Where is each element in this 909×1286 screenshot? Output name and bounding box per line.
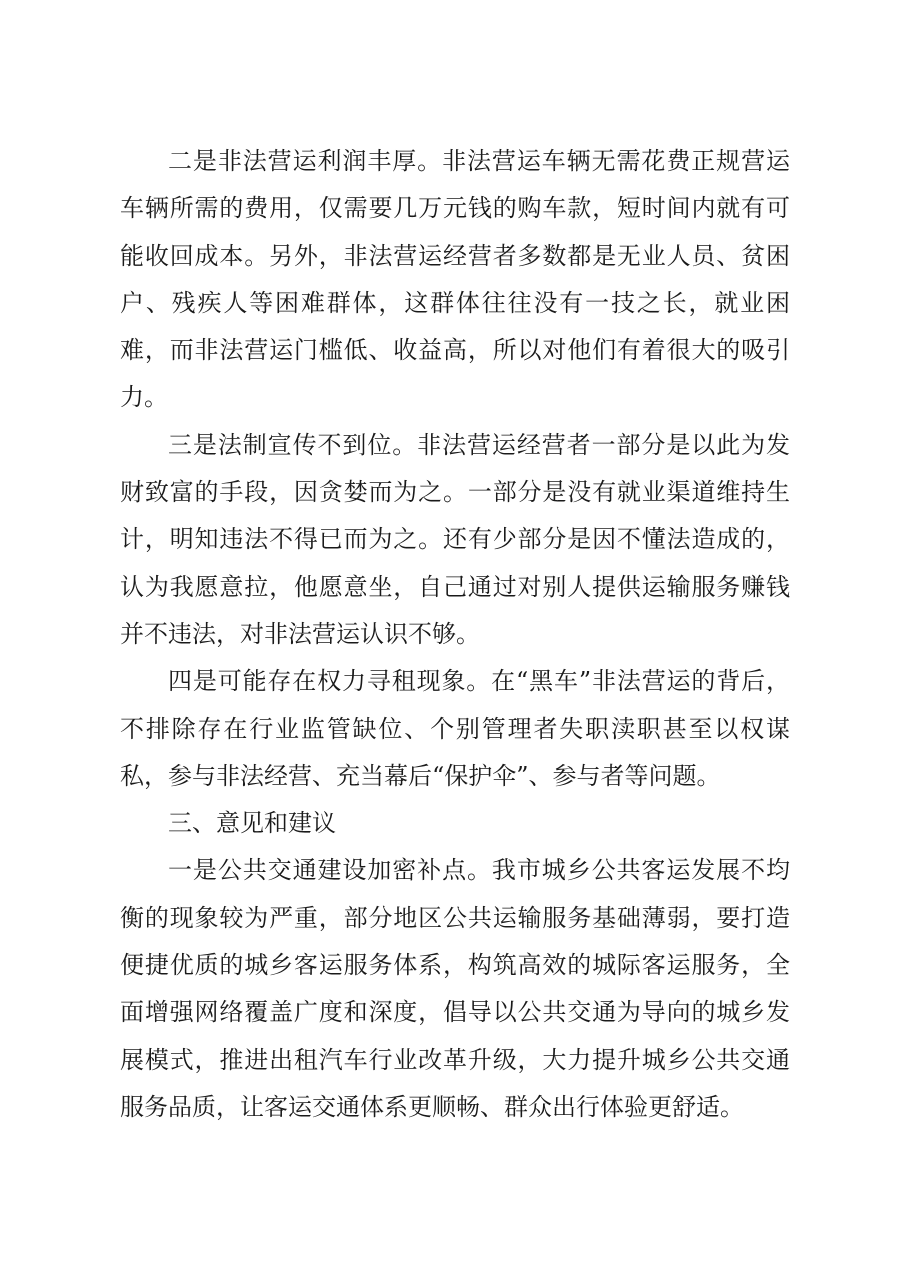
paragraph-power-rent-seeking: 四是可能存在权力寻租现象。在“黑车”非法营运的背后，不排除存在行业监管缺位、个别管理者失职渎职甚至以权谋私，参与非法经营、充当幕后“保护伞”、参与者等问题。 xyxy=(120,667,790,790)
paragraph-public-transport: 一是公共交通建设加密补点。我市城乡公共客运发展不均衡的现象较为严重，部分地区公共运输服务基础薄弱，要打造便捷优质的城乡客运服务体系，构筑高效的城际客运服务，全面增强网络覆盖广度和深度，倡导以公共交通为导向的城乡发展模式，推进出租汽车行业改革升级，大力提升城乡公共交通服务品质，让客运交通体系更顺畅、群众出行体验更舒适。 xyxy=(120,856,790,1121)
document-body xyxy=(120,138,790,1131)
paragraph-legal-publicity: 三是法制宣传不到位。非法营运经营者一部分是以此为发财致富的手段，因贪婪而为之。一部分是没有就业渠道维持生计，明知违法不得已而为之。还有少部分是因不懂法造成的，认为我愿意拉，他愿意坐，自己通过对别人提供运输服务赚钱并不违法，对非法营运认识不够。 xyxy=(120,430,790,648)
paragraph-illegal-profit: 二是非法营运利润丰厚。非法营运车辆无需花费正规营运车辆所需的费用，仅需要几万元钱的购车款，短时间内就有可能收回成本。另外，非法营运经营者多数都是无业人员、贫困户、残疾人等困难群体，这群体往往没有一技之长，就业困难，而非法营运门槛低、收益高，所以对他们有着很大的吸引力。 xyxy=(120,147,790,412)
section-heading-suggestions: 三、意见和建议 xyxy=(168,809,336,838)
